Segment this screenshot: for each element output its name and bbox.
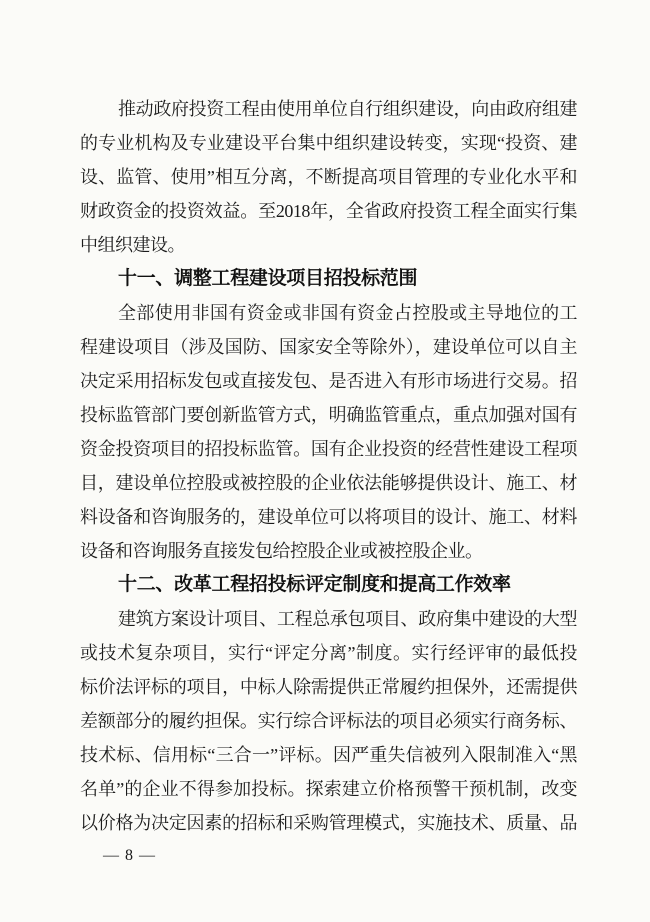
text-line: 料设备和咨询服务的，建设单位可以将项目的设计、施工、材料 [80, 507, 577, 527]
section-heading-12: 十二、改革工程招投标评定制度和提高工作效率 [118, 574, 511, 595]
text-line: 推动政府投资工程由使用单位自行组织建设，向由政府组建 [118, 99, 577, 119]
paragraph-section-11 [80, 296, 577, 568]
text-line: 程建设项目（涉及国防、国家安全等除外），建设单位可以自主 [80, 337, 577, 357]
text-line: 以价格为决定因素的招标和采购管理模式，实施技术、质量、品 [80, 813, 577, 833]
text-line: 财政资金的投资效益。至2018年，全省政府投资工程全面实行集 [80, 201, 577, 221]
text-line: 技术标、信用标“三合一”评标。因严重失信被列入限制准入“黑 [80, 745, 577, 765]
text-line: 差额部分的履约担保。实行综合评标法的项目必须实行商务标、 [80, 711, 577, 731]
section-heading-11: 十一、调整工程建设项目招投标范围 [118, 268, 418, 289]
text-line: 的专业机构及专业建设平台集中组织建设转变，实现“投资、建 [80, 133, 577, 153]
text-line: 或技术复杂项目，实行“评定分离”制度。实行经评审的最低投 [80, 643, 577, 663]
paragraph-intro [80, 92, 577, 262]
text-line: 中组织建设。 [80, 235, 185, 255]
text-line: 目，建设单位控股或被控股的企业依法能够提供设计、施工、材 [80, 473, 577, 493]
text-line: 决定采用招标发包或直接发包、是否进入有形市场进行交易。招 [80, 371, 577, 391]
text-line: 资金投资项目的招投标监管。国有企业投资的经营性建设工程项 [80, 439, 577, 459]
text-line: 全部使用非国有资金或非国有资金占控股或主导地位的工 [118, 303, 577, 323]
text-line: 设备和咨询服务直接发包给控股企业或被控股企业。 [80, 541, 483, 561]
text-line: 名单”的企业不得参加投标。探索建立价格预警干预机制，改变 [80, 779, 577, 799]
text-line: 投标监管部门要创新监管方式，明确监管重点，重点加强对国有 [80, 405, 577, 425]
text-line: 建筑方案设计项目、工程总承包项目、政府集中建设的大型 [118, 609, 577, 629]
text-line: 设、监管、使用”相互分离，不断提高项目管理的专业化水平和 [80, 167, 577, 187]
text-line: 标价法评标的项目，中标人除需提供正常履约担保外，还需提供 [80, 677, 577, 697]
page-number: — 8 — [103, 847, 156, 864]
paragraph-section-12 [80, 602, 577, 840]
